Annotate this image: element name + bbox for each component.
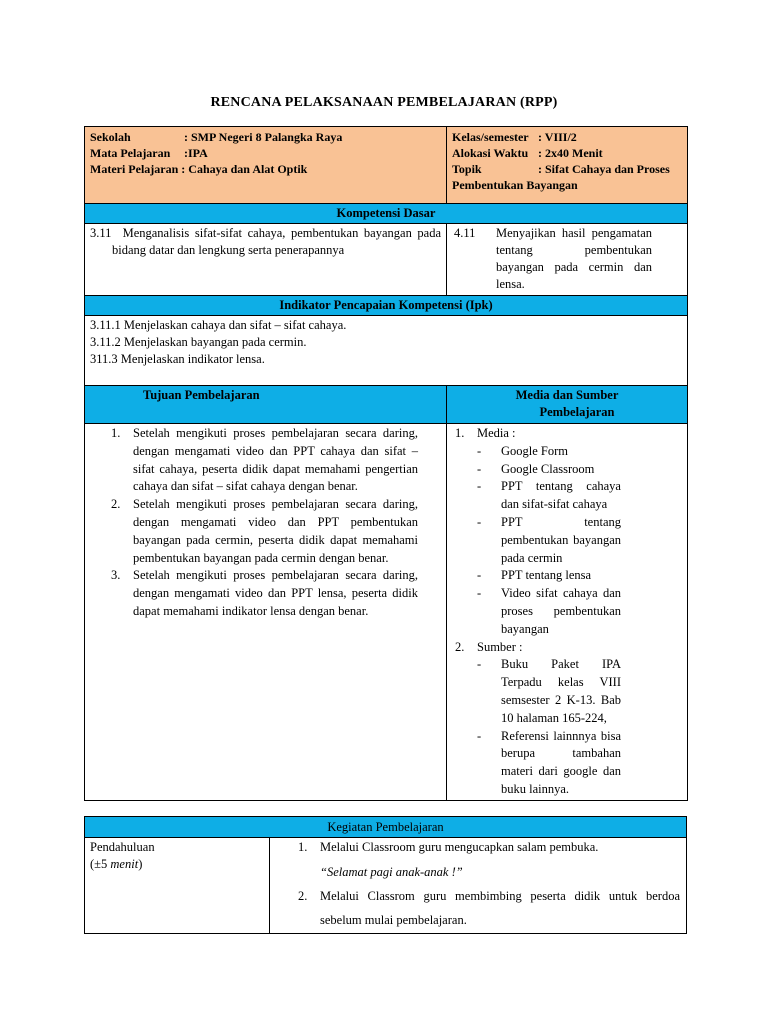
indikator-item: 3.11.2 Menjelaskan bayangan pada cermin. bbox=[90, 335, 307, 349]
kd4-cell bbox=[447, 224, 688, 296]
indikator-item: 311.3 Menjelaskan indikator lensa. bbox=[90, 352, 265, 366]
header-row-kelas: Kelas/semester : VIII/2 bbox=[452, 130, 577, 144]
indikator-heading: Indikator Pencapaian Kompetensi (Ipk) bbox=[85, 296, 688, 316]
kd3-cell bbox=[85, 224, 447, 296]
header-row-materi: Materi Pelajaran : Cahaya dan Alat Optik bbox=[90, 162, 308, 176]
media-item: - Video sifat cahaya dan proses pembentukan bayangan bbox=[477, 586, 621, 636]
media-heading: Media dan Sumber Pembelajaran bbox=[447, 386, 688, 424]
document-title: RENCANA PELAKSANAAN PEMBELAJARAN (RPP) bbox=[210, 95, 558, 110]
media-item: - Google Form bbox=[477, 443, 569, 458]
tujuan-cell bbox=[85, 424, 447, 801]
kompetensi-heading: Kompetensi Dasar bbox=[85, 204, 688, 224]
indikator-cell bbox=[85, 316, 688, 386]
header-row-topik: Topik : Sifat Cahaya dan Proses bbox=[452, 162, 670, 176]
media-item: - PPT tentang pembentukan bayangan pada cermin bbox=[477, 514, 621, 565]
phase-cell bbox=[85, 838, 270, 934]
sumber-item: - Buku Paket IPA Terpadu kelas VIII semsester 2 K-13. Bab 10 halaman 165-224, bbox=[477, 657, 621, 725]
header-left-cell bbox=[85, 127, 447, 204]
sumber-item: - Referensi lainnnya bisa berupa tambahan materi dari google dan buku lainnya. bbox=[477, 728, 621, 796]
sumber-section: 2. Sumber : bbox=[455, 639, 523, 654]
media-item: - Google Classroom bbox=[477, 461, 595, 476]
header-row-topik-cont: Pembentukan Bayangan bbox=[452, 178, 578, 192]
tujuan-heading: Tujuan Pembelajaran bbox=[85, 386, 447, 424]
header-row-mapel: Mata Pelajaran :IPA bbox=[90, 146, 208, 160]
tujuan-item: 2. Setelah mengikuti proses pembelajaran secara daring, dengan mengamati video dan PPT pembentukan bayangan pada cermin, peserta didik dapat memahami pembentukan bayangan pada cermin dengan benar. bbox=[111, 497, 418, 565]
media-section: 1. Media : bbox=[455, 426, 516, 440]
step-item: 2. Melalui Classrom guru membimbing peserta didik untuk berdoa sebelum mulai pembelajaran. bbox=[298, 889, 680, 927]
phase-name: Pendahuluan bbox=[90, 840, 155, 854]
rpp-table bbox=[84, 126, 688, 801]
header-right-cell bbox=[447, 127, 688, 204]
media-item: - PPT tentang cahaya dan sifat-sifat cahaya bbox=[477, 479, 621, 512]
indikator-item: 3.11.1 Menjelaskan cahaya dan sifat – sifat cahaya. bbox=[90, 318, 347, 332]
header-row-alokasi: Alokasi Waktu : 2x40 Menit bbox=[452, 146, 603, 160]
step-item: 1. Melalui Classroom guru mengucapkan salam pembuka. bbox=[298, 840, 599, 854]
header-row-sekolah: Sekolah : SMP Negeri 8 Palangka Raya bbox=[90, 130, 343, 144]
greeting-text: “Selamat pagi anak-anak !” bbox=[320, 865, 463, 879]
media-list bbox=[455, 443, 621, 639]
kegiatan-table bbox=[84, 816, 687, 934]
tujuan-item: 1. Setelah mengikuti proses pembelajaran secara daring, dengan mengamati video dan PPT cahaya dan sifat – sifat cahaya, peserta didik dapat memahami pengertian cahaya dan sifat – sifat cahaya dengan benar. bbox=[111, 426, 418, 494]
media-item: - PPT tentang lensa bbox=[477, 568, 592, 583]
steps-cell bbox=[270, 838, 687, 934]
media-cell bbox=[447, 424, 688, 801]
tujuan-item: 3. Setelah mengikuti proses pembelajaran secara daring, dengan mengamati video dan PPT lensa, peserta didik dapat memahami indikator lensa dengan benar. bbox=[111, 568, 418, 618]
kd3-text: 3.11 Menganalisis sifat-sifat cahaya, pembentukan bayangan pada bidang datar dan lengkung serta penerapannya bbox=[90, 226, 442, 257]
kegiatan-heading: Kegiatan Pembelajaran bbox=[85, 817, 687, 838]
kd4-text: Menyajikan hasil pengamatan tentang pembentukan bayangan pada cermin dan lensa. bbox=[496, 226, 652, 291]
phase-duration: (±5 menit) bbox=[90, 857, 143, 871]
sumber-list bbox=[455, 656, 621, 798]
kd4-block: 4.11 Menyajikan hasil pengamatan tentang pembentukan bayangan pada cermin dan lensa. bbox=[454, 226, 652, 291]
